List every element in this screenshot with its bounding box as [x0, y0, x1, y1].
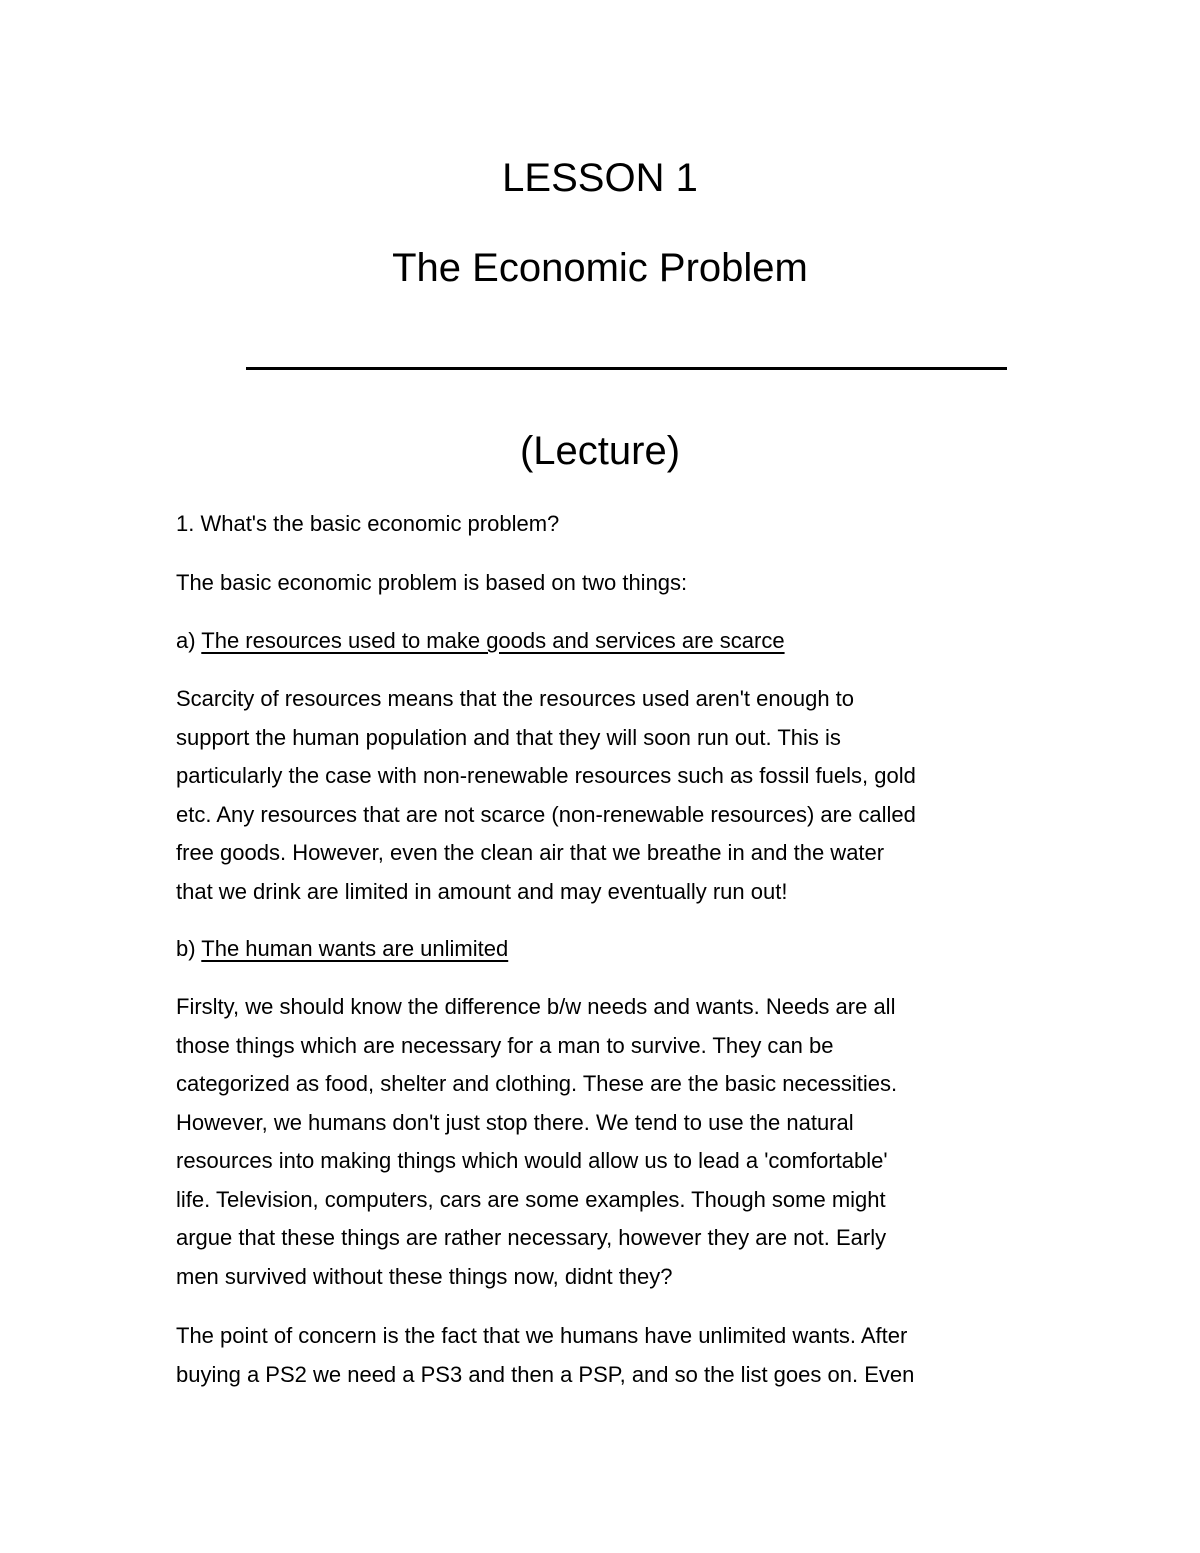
paragraph-line: life. Television, computers, cars are some examples. Though some might	[176, 1186, 886, 1212]
paragraph-line: particularly the case with non-renewable resources such as fossil fuels, gold	[176, 763, 916, 788]
section-label: (Lecture)	[519, 429, 681, 473]
point-b-heading-text: The human wants are unlimited	[201, 936, 509, 961]
point-b-heading	[176, 930, 1036, 969]
paragraph-a	[176, 680, 1036, 911]
question-line: 1. What's the basic economic problem?	[176, 511, 560, 536]
page-title: The Economic Problem	[392, 246, 808, 290]
paragraph-line: argue that these things are rather necessary, however they are not. Early	[176, 1225, 887, 1250]
paragraph-line: men survived without these things now, didnt they?	[176, 1263, 673, 1289]
paragraph-line: buying a PS2 we need a PS3 and then a PSP, and so the list goes on. Even	[176, 1361, 915, 1387]
lesson-heading: LESSON 1	[502, 156, 698, 200]
paragraph-line: The point of concern is the fact that we humans have unlimited wants. After	[176, 1323, 908, 1348]
point-a-heading-text: The resources used to make goods and services are scarce	[201, 628, 785, 653]
paragraph-line: etc. Any resources that are not scarce (non-renewable resources) are called	[176, 801, 916, 827]
point-a-prefix: a)	[176, 628, 202, 653]
intro-line: The basic economic problem is based on two things:	[176, 570, 688, 595]
horizontal-divider	[246, 367, 1007, 370]
paragraph-line: resources into making things which would allow us to lead a 'comfortable'	[176, 1148, 888, 1173]
paragraph-line: support the human population and that they will soon run out. This is	[176, 724, 841, 750]
paragraph-line: Firslty, we should know the difference b/w needs and wants. Needs are all	[176, 994, 896, 1019]
paragraph-line: categorized as food, shelter and clothing. These are the basic necessities.	[176, 1071, 898, 1096]
paragraph-line: those things which are necessary for a man to survive. They can be	[176, 1032, 834, 1058]
paragraph-line: Scarcity of resources means that the resources used aren't enough to	[176, 686, 855, 711]
paragraph-line: that we drink are limited in amount and may eventually run out!	[176, 878, 788, 904]
point-b-prefix: b)	[176, 936, 202, 961]
point-a-heading	[176, 622, 1036, 661]
paragraph-line: free goods. However, even the clean air that we breathe in and the water	[176, 840, 885, 865]
paragraph-closing	[176, 1317, 1036, 1394]
paragraph-b	[176, 988, 1036, 1296]
paragraph-line: However, we humans don't just stop there. We tend to use the natural	[176, 1109, 854, 1135]
